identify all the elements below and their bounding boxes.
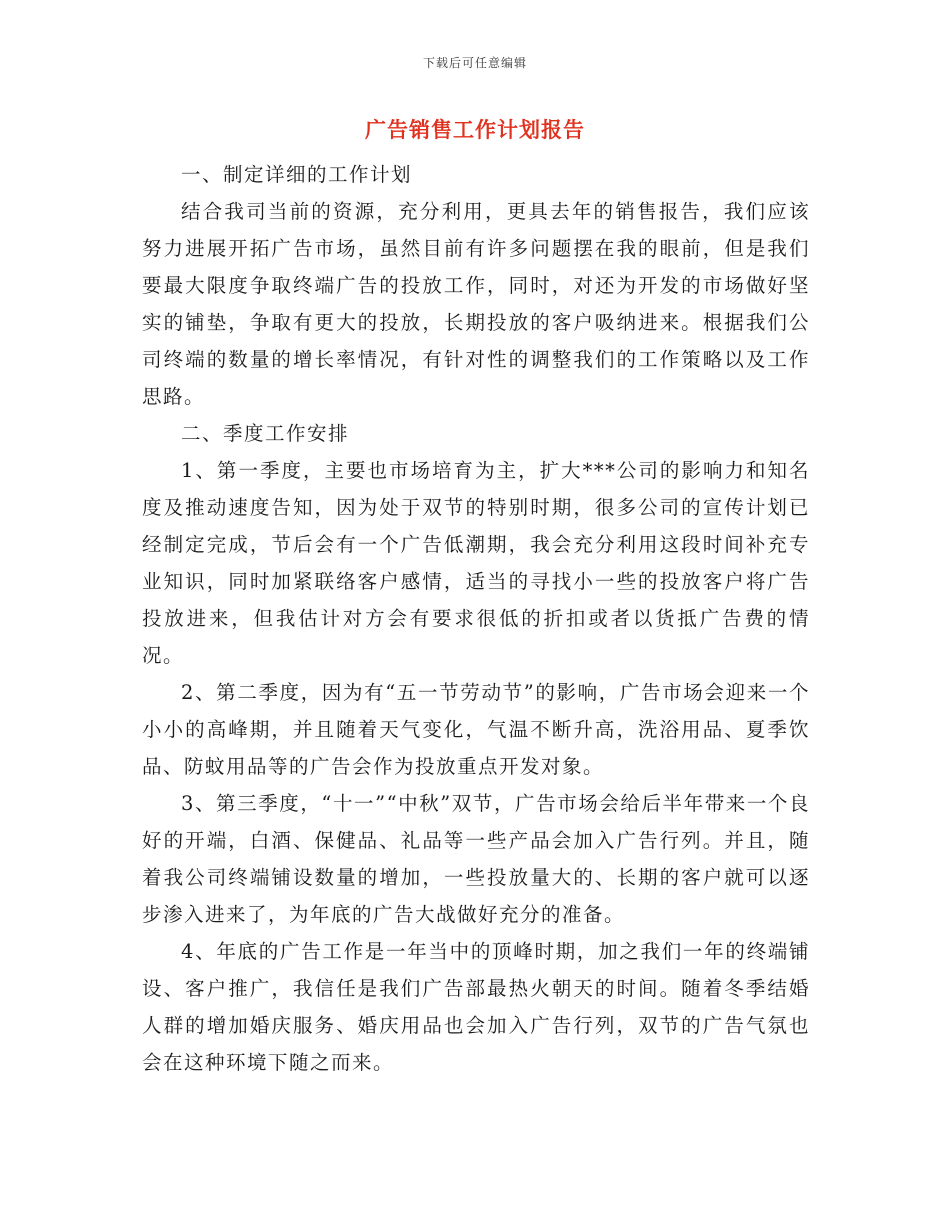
paragraph-q2: 2、第二季度，因为有“五一节劳动节”的影响，广告市场会迎来一个小小的高峰期，并且随着天气变化，气温不断升高，洗浴用品、夏季饮品、防蚊用品等的广告会作为投放重点开发对象。 (142, 681, 810, 778)
paragraph-1: 结合我司当前的资源，充分利用，更具去年的销售报告，我们应该努力进展开拓广告市场，虽然目前有许多问题摆在我的眼前，但是我们要最大限度争取终端广告的投放工作，同时，对还为开发的市场做好坚实的铺垫，争取有更大的投放，长期投放的客户吸纳进来。根据我们公司终端的数量的增长率情况，有针对性的调整我们的工作策略以及工作思路。 (142, 200, 810, 408)
section-heading-2: 二、季度工作安排 (181, 422, 350, 445)
paragraph-q1: 1、第一季度，主要也市场培育为主，扩大***公司的影响力和知名度及推动速度告知，因为处于双节的特别时期，很多公司的宣传计划已经制定完成，节后会有一个广告低潮期，我会充分利用这段时间补充专业知识，同时加紧联络客户感情，适当的寻找小一些的投放客户将广告投放进来，但我估计对方会有要求很低的折扣或者以货抵广告费的情况。 (142, 459, 810, 667)
document-body (142, 156, 810, 1081)
header-note: 下载后可任意编辑 (422, 56, 527, 70)
paragraph-q4: 4、年底的广告工作是一年当中的顶峰时期，加之我们一年的终端铺设、客户推广，我信任是我们广告部最热火朝天的时间。随着冬季结婚人群的增加婚庆服务、婚庆用品也会加入广告行列，双节的广告气氛也会在这种环境下随之而来。 (142, 940, 810, 1074)
paragraph-q3: 3、第三季度，“十一”“中秋”双节，广告市场会给后半年带来一个良好的开端，白酒、保健品、礼品等一些产品会加入广告行列。并且，随着我公司终端铺设数量的增加，一些投放量大的、长期的客户就可以逐步渗入进来了，为年底的广告大战做好充分的准备。 (142, 792, 810, 926)
section-heading-1: 一、制定详细的工作计划 (181, 163, 413, 186)
document-title: 广告销售工作计划报告 (365, 117, 585, 142)
